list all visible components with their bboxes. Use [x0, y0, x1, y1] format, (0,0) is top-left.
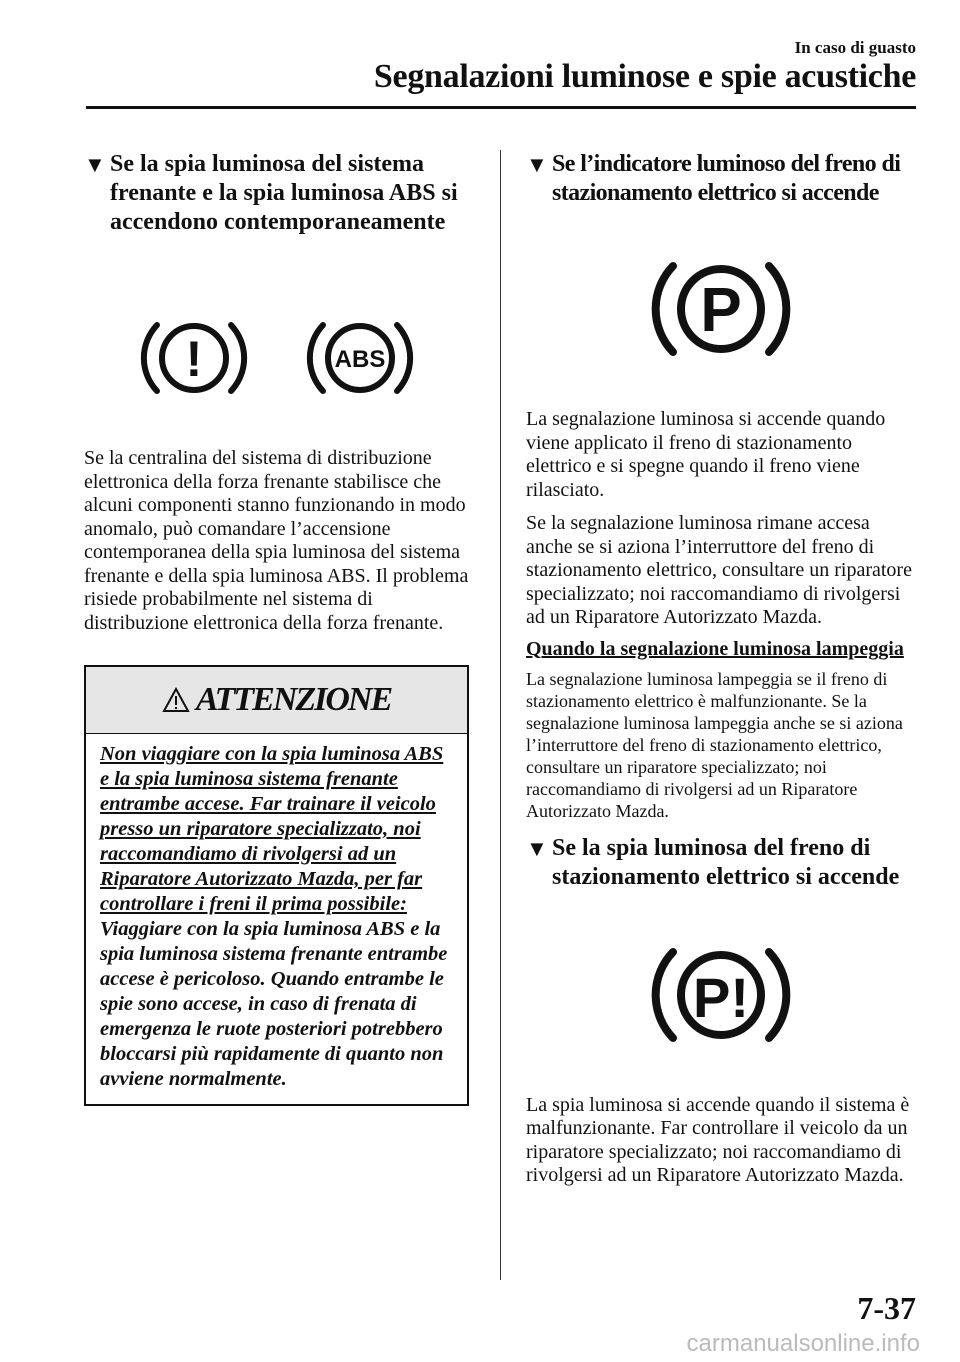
- right-heading-2-text: Se la spia luminosa del freno di stazionamento elettrico si accende: [552, 834, 900, 890]
- right-paragraph-3: La spia luminosa si accende quando il sistema è malfunzionante. Far controllare il veicolo da un riparatore specializzato; noi raccomandiamo di rivolgersi ad un Riparatore Autorizzato Mazda.: [526, 1093, 910, 1186]
- warning-underlined-text: Non viaggiare con la spia luminosa ABS e la spia luminosa sistema frenante entrambe accese. Far trainare il veicolo presso un riparatore specializzato, noi raccomandiamo di rivolgersi ad un Riparatore Autorizzato Mazda, per far controllare i freni il prima possibile:: [100, 743, 444, 915]
- right-heading-1-text: Se l’indicatore luminoso del freno di stazionamento elettrico si accende: [552, 151, 901, 206]
- page-number: 7-37: [857, 1290, 916, 1326]
- warning-header: [86, 667, 467, 734]
- parking-fault-icon-container: [526, 940, 916, 1050]
- triangle-bullet-icon: ▼: [526, 835, 548, 861]
- parking-icon-container: [526, 254, 916, 364]
- watermark: carmanualsonline.info: [686, 1330, 920, 1357]
- right-paragraph-1: La segnalazione luminosa si accende quando viene applicato il freno di stazionamento elettrico e si spegne quando il freno viene rilasciato.: [526, 408, 886, 501]
- right-heading-2: [526, 834, 916, 892]
- parking-brake-fault-icon: [641, 940, 801, 1050]
- right-heading-1: [526, 150, 916, 208]
- parking-brake-fault-glyph: P!: [693, 965, 749, 1029]
- page-title: Segnalazioni luminose e spie acustiche: [373, 58, 916, 95]
- header-section-label: In caso di guasto: [794, 38, 916, 57]
- left-heading-text: Se la spia luminosa del sistema frenante e la spia luminosa ABS si accendono contemporaneamente: [110, 151, 458, 235]
- flashing-paragraph: La segnalazione luminosa lampeggia se il freno di stazionamento elettrico è malfunzionante. Se la segnalazione luminosa lampeggia anche se si aziona l’interruttore del freno di stazionamento elettrico, consultare un riparatore specializzato; noi raccomandiamo di rivolgersi ad un Riparatore Autorizzato Mazda.: [526, 668, 903, 821]
- triangle-bullet-icon: ▼: [526, 152, 548, 177]
- left-heading: [84, 150, 469, 237]
- parking-brake-glyph: P: [700, 276, 742, 345]
- brake-warning-glyph: !: [185, 331, 202, 387]
- warning-body: [86, 734, 467, 1104]
- left-paragraph: Se la centralina del sistema di distribuzione elettronica della forza frenante stabilisce che alcuni componenti stanno funzionando in modo anomalo, può comandare l’accensione contemporanea della spia luminosa del sistema frenante e della spia luminosa ABS. Il problema risiede probabilmente nel sistema di distribuzione elettronica della forza frenante.: [84, 447, 469, 634]
- triangle-bullet-icon: ▼: [84, 152, 106, 177]
- header-rule: [86, 106, 916, 109]
- abs-warning-label: ABS: [334, 346, 385, 373]
- warning-icons-row: [84, 313, 469, 403]
- column-divider: [500, 150, 501, 1280]
- right-paragraph-2: Se la segnalazione luminosa rimane accesa anche se si aziona l’interruttore del freno di stazionamento elettrico, consultare un riparatore specializzato; noi raccomandiamo di rivolgersi ad un Riparatore Autorizzato Mazda.: [526, 512, 912, 628]
- left-column: [84, 150, 469, 1106]
- warning-title: ATTENZIONE: [195, 681, 392, 718]
- caution-triangle-icon: [162, 687, 190, 713]
- abs-warning-icon: [305, 313, 415, 403]
- warning-box: [84, 665, 469, 1106]
- right-column: [526, 150, 916, 1188]
- parking-brake-icon: [641, 254, 801, 364]
- flashing-subheading: Quando la segnalazione luminosa lampeggia: [526, 637, 904, 660]
- brake-warning-icon: [139, 313, 249, 403]
- warning-text: Viaggiare con la spia luminosa ABS e la spia luminosa sistema frenante entrambe accese è pericoloso. Quando entrambe le spie sono accese, in caso di frenata di emergenza le ruote posteriori potrebbero bloccarsi più rapidamente di quanto non avviene normalmente.: [100, 918, 448, 1090]
